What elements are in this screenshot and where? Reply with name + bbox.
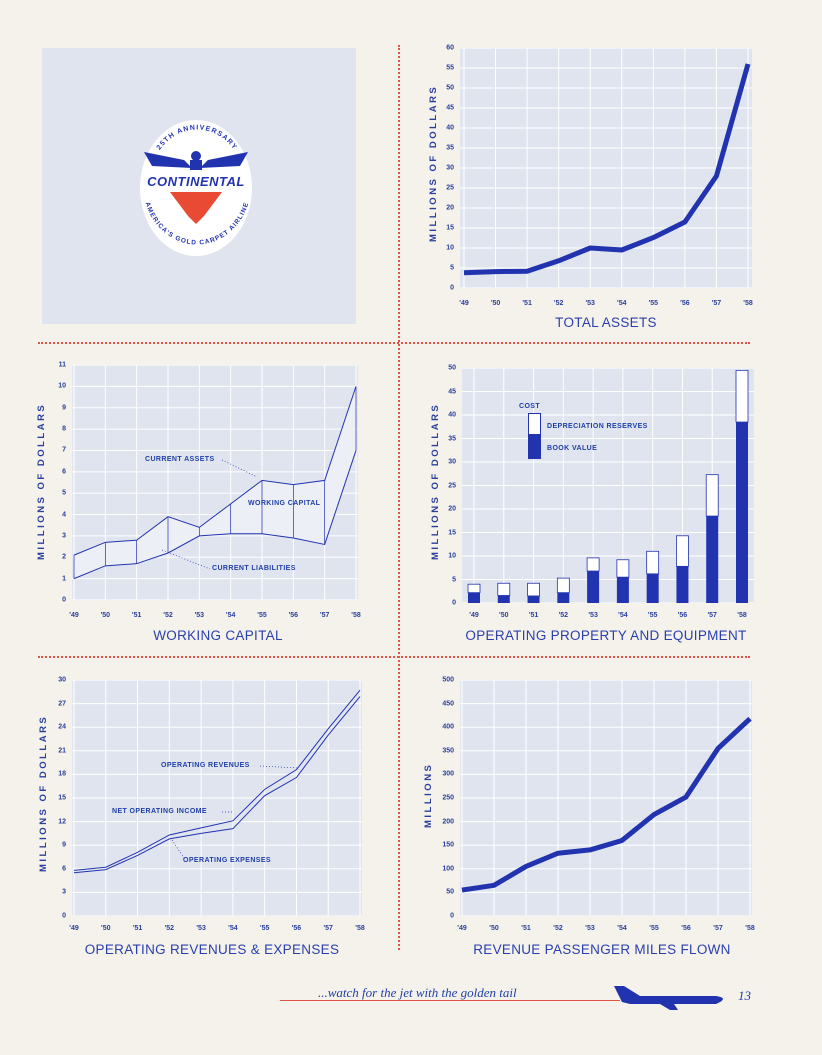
ppe-bar-depreciation bbox=[736, 370, 748, 422]
assets-y-axis-label: MILLIONS OF DOLLARS bbox=[428, 84, 439, 242]
row-divider-top bbox=[38, 342, 750, 344]
tagline-arc-text: AMERICA'S GOLD CARPET AIRLINE bbox=[143, 201, 251, 247]
wc-x-tick: '54 bbox=[225, 612, 236, 619]
ppe-bar-depreciation bbox=[647, 551, 659, 574]
rev-y-tick: 21 bbox=[58, 747, 66, 755]
assets-y-tick: 20 bbox=[446, 204, 454, 212]
wc-x-tick: '49 bbox=[69, 612, 79, 619]
ppe-x-tick: '50 bbox=[499, 612, 509, 619]
rev-x-tick: '53 bbox=[196, 925, 206, 932]
rev-y-tick: 15 bbox=[58, 794, 66, 802]
ppe-y-tick: 15 bbox=[448, 529, 456, 536]
ppe-bar-book-value bbox=[736, 422, 748, 603]
rev-title: OPERATING REVENUES & EXPENSES bbox=[84, 942, 340, 957]
assets-y-tick: 55 bbox=[446, 64, 454, 72]
wc-x-tick: '57 bbox=[319, 612, 330, 619]
wc-y-axis-label: MILLIONS OF DOLLARS bbox=[36, 402, 47, 560]
rev-annotation-net-income: NET OPERATING INCOME bbox=[112, 808, 207, 815]
rpm-y-tick: 300 bbox=[442, 770, 454, 778]
rpm-title: REVENUE PASSENGER MILES FLOWN bbox=[473, 942, 731, 957]
ppe-y-tick: 45 bbox=[448, 388, 456, 395]
ppe-x-tick: '53 bbox=[588, 612, 598, 619]
rev-chart-svg bbox=[72, 680, 362, 916]
rev-y-tick: 12 bbox=[58, 818, 66, 826]
ppe-y-tick: 40 bbox=[448, 411, 456, 419]
rpm-y-tick: 350 bbox=[442, 747, 454, 755]
rev-x-tick: '55 bbox=[259, 925, 270, 932]
ppe-bar-book-value bbox=[617, 577, 629, 603]
assets-x-tick: '56 bbox=[680, 300, 690, 307]
assets-chart-svg bbox=[460, 48, 752, 288]
anniversary-arc-text: 25TH ANNIVERSARY bbox=[155, 124, 239, 152]
ppe-y-axis-label: MILLIONS OF DOLLARS bbox=[430, 402, 441, 560]
rpm-y-tick: 50 bbox=[446, 888, 454, 896]
rev-x-tick: '58 bbox=[355, 925, 365, 932]
ppe-chart-svg bbox=[462, 368, 754, 603]
assets-y-tick: 40 bbox=[446, 124, 454, 132]
assets-y-tick: 0 bbox=[450, 284, 454, 292]
assets-y-tick: 15 bbox=[446, 224, 454, 232]
wc-band bbox=[74, 386, 356, 578]
rpm-y-tick: 500 bbox=[442, 676, 454, 684]
rpm-y-tick: 400 bbox=[442, 723, 454, 731]
rpm-y-tick: 250 bbox=[442, 794, 454, 802]
rpm-y-axis-label: MILLIONS bbox=[423, 762, 434, 828]
assets-grid bbox=[460, 48, 752, 288]
ppe-bar-book-value bbox=[468, 593, 480, 603]
ppe-bar-depreciation bbox=[557, 578, 569, 593]
ppe-y-tick: 30 bbox=[448, 458, 456, 466]
wc-y-tick: 3 bbox=[62, 532, 66, 540]
assets-x-tick: '58 bbox=[743, 300, 753, 307]
wc-y-tick: 8 bbox=[62, 425, 66, 433]
assets-x-tick: '49 bbox=[459, 300, 469, 307]
ppe-x-tick: '51 bbox=[528, 612, 539, 619]
rpm-x-tick: '55 bbox=[649, 925, 659, 932]
assets-y-tick: 50 bbox=[446, 84, 454, 92]
rev-leader-expenses bbox=[172, 840, 184, 858]
ppe-bar-depreciation bbox=[706, 475, 718, 516]
rpm-x-tick: '51 bbox=[521, 925, 531, 932]
ppe-bar-depreciation bbox=[676, 536, 688, 567]
ppe-bar-book-value bbox=[587, 571, 599, 603]
rpm-x-tick: '56 bbox=[681, 925, 691, 932]
wc-y-tick: 9 bbox=[62, 404, 66, 412]
ppe-bar-book-value bbox=[498, 595, 510, 603]
ppe-bar-depreciation bbox=[528, 583, 540, 596]
ppe-x-tick: '55 bbox=[647, 612, 658, 619]
wc-x-tick: '51 bbox=[131, 612, 142, 619]
assets-x-tick: '54 bbox=[617, 300, 627, 307]
ppe-y-tick: 35 bbox=[448, 435, 456, 442]
ppe-bar-depreciation bbox=[498, 583, 510, 595]
rev-line-revenues bbox=[74, 690, 360, 870]
legend-depreciation-label: DEPRECIATION RESERVES bbox=[547, 423, 648, 430]
rev-y-tick: 9 bbox=[62, 841, 66, 849]
ppe-bar-depreciation bbox=[617, 560, 629, 577]
wc-y-tick: 6 bbox=[62, 468, 66, 476]
rev-x-tick: '57 bbox=[323, 925, 333, 932]
ppe-x-tick: '52 bbox=[558, 612, 569, 619]
assets-x-tick: '57 bbox=[711, 300, 722, 307]
footer-slogan: ...watch for the jet with the golden tail bbox=[318, 985, 517, 1000]
rev-x-tick: '49 bbox=[69, 925, 79, 932]
rev-y-tick: 24 bbox=[58, 723, 66, 731]
ppe-y-tick: 5 bbox=[452, 576, 456, 583]
wc-y-tick: 10 bbox=[58, 382, 66, 390]
ppe-y-tick: 50 bbox=[448, 364, 456, 372]
rpm-chart-svg bbox=[460, 680, 752, 916]
assets-y-tick: 60 bbox=[446, 44, 454, 52]
ppe-bar-book-value bbox=[528, 596, 540, 603]
ppe-x-tick: '58 bbox=[737, 612, 747, 619]
wc-y-tick: 1 bbox=[62, 575, 66, 583]
assets-y-tick: 5 bbox=[450, 264, 454, 272]
rpm-x-tick: '53 bbox=[585, 925, 595, 932]
assets-x-tick: '50 bbox=[490, 300, 501, 307]
jet-icon bbox=[612, 982, 732, 1012]
assets-x-tick: '53 bbox=[585, 300, 595, 307]
rev-leader-revenues bbox=[260, 766, 298, 768]
rev-x-tick: '54 bbox=[228, 925, 238, 932]
wc-y-tick: 0 bbox=[62, 596, 66, 604]
rev-x-tick: '52 bbox=[164, 925, 175, 932]
rpm-line bbox=[462, 719, 750, 890]
assets-y-tick: 30 bbox=[446, 164, 454, 172]
ppe-y-tick: 25 bbox=[448, 482, 456, 489]
ppe-y-tick: 20 bbox=[448, 505, 456, 513]
rev-x-tick: '56 bbox=[291, 925, 302, 932]
ppe-x-tick: '57 bbox=[707, 612, 717, 619]
ppe-y-tick: 10 bbox=[448, 552, 456, 560]
assets-y-tick: 25 bbox=[446, 184, 454, 192]
rpm-y-tick: 200 bbox=[442, 818, 454, 826]
assets-x-tick: '52 bbox=[553, 300, 564, 307]
rpm-x-tick: '50 bbox=[489, 925, 499, 932]
legend-depreciation-swatch bbox=[528, 413, 541, 435]
rev-annotation-expenses: OPERATING EXPENSES bbox=[183, 857, 271, 864]
rev-y-tick: 27 bbox=[58, 700, 66, 708]
ppe-bar-depreciation bbox=[468, 584, 480, 592]
rpm-y-tick: 0 bbox=[450, 912, 454, 920]
ppe-bar-depreciation bbox=[587, 558, 599, 571]
rpm-x-tick: '49 bbox=[457, 925, 467, 932]
wc-x-tick: '55 bbox=[257, 612, 267, 619]
rev-y-tick: 18 bbox=[58, 770, 66, 778]
assets-y-tick: 35 bbox=[446, 144, 454, 152]
assets-y-tick: 45 bbox=[446, 104, 454, 112]
ppe-bar-book-value bbox=[706, 516, 718, 603]
rev-grid bbox=[72, 680, 362, 916]
vertical-divider bbox=[398, 45, 400, 950]
assets-y-tick: 10 bbox=[446, 244, 454, 252]
rpm-y-tick: 150 bbox=[442, 841, 454, 849]
wc-annotation-current-assets: CURRENT ASSETS bbox=[145, 456, 215, 463]
ppe-bar-book-value bbox=[676, 566, 688, 603]
rev-x-tick: '51 bbox=[132, 925, 143, 932]
wc-x-tick: '56 bbox=[288, 612, 299, 619]
rev-y-tick: 6 bbox=[62, 865, 66, 873]
wc-x-tick: '58 bbox=[351, 612, 361, 619]
ppe-x-tick: '56 bbox=[677, 612, 688, 619]
rev-annotation-revenues: OPERATING REVENUES bbox=[161, 762, 250, 769]
rpm-y-tick: 450 bbox=[442, 700, 454, 708]
ppe-x-tick: '54 bbox=[618, 612, 628, 619]
continental-logo bbox=[42, 48, 356, 324]
ppe-title: OPERATING PROPERTY AND EQUIPMENT bbox=[465, 628, 747, 643]
rev-line-expenses bbox=[74, 697, 360, 873]
rev-y-axis-label: MILLIONS OF DOLLARS bbox=[38, 714, 49, 872]
wc-y-tick: 2 bbox=[62, 553, 66, 561]
wc-y-tick: 4 bbox=[62, 511, 66, 519]
wc-x-tick: '50 bbox=[100, 612, 111, 619]
legend-cost-label: COST bbox=[519, 403, 541, 410]
wc-leader-assets bbox=[222, 460, 257, 477]
wc-title: WORKING CAPITAL bbox=[153, 628, 283, 643]
rev-x-tick: '50 bbox=[101, 925, 111, 932]
brand-name: CONTINENTAL bbox=[147, 174, 245, 189]
wc-y-tick: 11 bbox=[58, 361, 66, 369]
wc-annotation-working-capital: WORKING CAPITAL bbox=[248, 500, 321, 507]
row-divider-bottom bbox=[38, 656, 750, 658]
wc-y-tick: 7 bbox=[62, 446, 66, 454]
wc-x-tick: '53 bbox=[194, 612, 205, 619]
rpm-y-tick: 100 bbox=[442, 865, 454, 873]
ppe-bar-book-value bbox=[557, 593, 569, 603]
ppe-y-tick: 0 bbox=[452, 599, 456, 607]
rev-y-tick: 3 bbox=[62, 888, 66, 896]
ppe-bar-book-value bbox=[647, 574, 659, 603]
legend-book-label: BOOK VALUE bbox=[547, 445, 598, 452]
assets-title: TOTAL ASSETS bbox=[555, 315, 657, 330]
assets-x-tick: '55 bbox=[648, 300, 659, 307]
rev-y-tick: 30 bbox=[58, 676, 66, 684]
rpm-x-tick: '58 bbox=[745, 925, 755, 932]
rpm-x-tick: '57 bbox=[713, 925, 723, 932]
ppe-x-tick: '49 bbox=[469, 612, 479, 619]
assets-x-tick: '51 bbox=[522, 300, 532, 307]
legend-book-swatch bbox=[528, 435, 541, 459]
rev-y-tick: 0 bbox=[62, 912, 66, 920]
wc-annotation-current-liabilities: CURRENT LIABILITIES bbox=[212, 565, 296, 572]
page-number: 13 bbox=[738, 988, 751, 1003]
wc-y-tick: 5 bbox=[62, 489, 66, 497]
rpm-x-tick: '54 bbox=[617, 925, 627, 932]
wc-x-tick: '52 bbox=[163, 612, 173, 619]
rpm-x-tick: '52 bbox=[553, 925, 563, 932]
logo-panel bbox=[42, 48, 356, 324]
